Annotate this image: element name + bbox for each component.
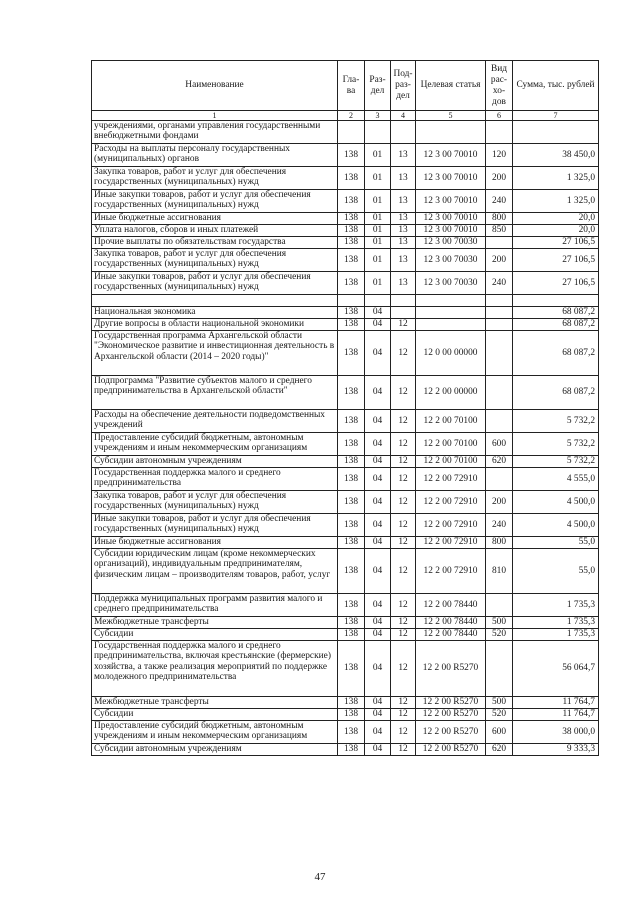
cell-sum: 20,0	[513, 213, 599, 225]
cell-sum: 4 500,0	[513, 491, 599, 514]
cell-target: 12 2 00 R5270	[416, 744, 486, 756]
cell-vid: 850	[486, 225, 513, 237]
cell-glava: 138	[338, 237, 365, 249]
cell-sum: 55,0	[513, 549, 599, 594]
cell-podrazdel: 12	[391, 514, 416, 537]
table-body	[92, 121, 599, 756]
cell-razdel: 04	[365, 307, 391, 319]
budget-table	[91, 60, 599, 756]
cell-target: 12 3 00 70010	[416, 213, 486, 225]
cell-sum	[513, 121, 599, 144]
table-row	[92, 167, 599, 190]
cell-sum: 9 333,3	[513, 744, 599, 756]
cell-razdel: 01	[365, 213, 391, 225]
cell-glava: 138	[338, 709, 365, 721]
cell-target: 12 3 00 70010	[416, 167, 486, 190]
cell-glava: 138	[338, 617, 365, 629]
header-row	[92, 61, 599, 111]
header-target: Целевая статья	[416, 61, 486, 111]
cell-name: Субсидии	[92, 629, 338, 641]
table-row	[92, 514, 599, 537]
cell-target: 12 2 00 78440	[416, 629, 486, 641]
cell-sum: 1 325,0	[513, 167, 599, 190]
cell-glava: 138	[338, 249, 365, 272]
cell-razdel: 01	[365, 249, 391, 272]
cell-podrazdel	[391, 121, 416, 144]
cell-podrazdel: 13	[391, 190, 416, 213]
cell-vid: 520	[486, 629, 513, 641]
cell-glava: 138	[338, 433, 365, 456]
cell-sum: 11 764,7	[513, 709, 599, 721]
cell-vid	[486, 468, 513, 491]
table-row	[92, 617, 599, 629]
table-row	[92, 744, 599, 756]
cell-razdel: 04	[365, 537, 391, 549]
cell-glava: 138	[338, 456, 365, 468]
cell-podrazdel: 12	[391, 709, 416, 721]
cell-target: 12 2 00 72910	[416, 491, 486, 514]
cell-vid	[486, 410, 513, 433]
cell-podrazdel: 12	[391, 549, 416, 594]
cell-name: Субсидии юридическим лицам (кроме некоммерческих организаций), индивидуальным предпринимателям, физическим лицам – производителям товаров, работ, услуг	[92, 549, 338, 594]
table-row	[92, 549, 599, 594]
cell-vid: 810	[486, 549, 513, 594]
table-row	[92, 594, 599, 617]
cell-target: 12 2 00 72910	[416, 537, 486, 549]
cell-razdel: 04	[365, 433, 391, 456]
cell-podrazdel: 12	[391, 537, 416, 549]
table-row	[92, 295, 599, 307]
cell-podrazdel: 13	[391, 249, 416, 272]
cell-podrazdel: 12	[391, 410, 416, 433]
cell-target: 12 2 00 R5270	[416, 641, 486, 697]
cell-target: 12 3 00 70010	[416, 144, 486, 167]
cell-glava: 138	[338, 514, 365, 537]
cell-name: Закупка товаров, работ и услуг для обеспечения государственных (муниципальных) нужд	[92, 167, 338, 190]
cell-podrazdel: 13	[391, 225, 416, 237]
cell-razdel: 04	[365, 514, 391, 537]
table-row	[92, 319, 599, 331]
cell-sum: 20,0	[513, 225, 599, 237]
table-row	[92, 331, 599, 376]
cell-vid: 600	[486, 433, 513, 456]
cell-glava: 138	[338, 376, 365, 410]
cell-target: 12 2 00 R5270	[416, 709, 486, 721]
cell-razdel	[365, 295, 391, 307]
cell-sum: 11 764,7	[513, 697, 599, 709]
cell-glava	[338, 295, 365, 307]
cell-glava: 138	[338, 697, 365, 709]
cell-glava: 138	[338, 225, 365, 237]
table-row	[92, 697, 599, 709]
cell-name: Расходы на выплаты персоналу государственных (муниципальных) органов	[92, 144, 338, 167]
cell-glava: 138	[338, 410, 365, 433]
cell-vid: 800	[486, 537, 513, 549]
cell-sum: 68 087,2	[513, 307, 599, 319]
cell-podrazdel: 13	[391, 213, 416, 225]
cell-sum: 27 106,5	[513, 249, 599, 272]
cell-sum: 1 735,3	[513, 629, 599, 641]
cell-podrazdel: 12	[391, 721, 416, 744]
cell-vid	[486, 331, 513, 376]
cell-sum: 68 087,2	[513, 376, 599, 410]
cell-sum: 55,0	[513, 537, 599, 549]
cell-vid: 240	[486, 514, 513, 537]
cell-target: 12 2 00 78440	[416, 617, 486, 629]
cell-glava: 138	[338, 629, 365, 641]
cell-razdel: 01	[365, 225, 391, 237]
column-number: 4	[391, 111, 416, 121]
cell-glava: 138	[338, 594, 365, 617]
cell-sum: 5 732,2	[513, 433, 599, 456]
cell-podrazdel: 12	[391, 744, 416, 756]
cell-target	[416, 121, 486, 144]
header-sum: Сумма, тыс. рублей	[513, 61, 599, 111]
cell-vid	[486, 641, 513, 697]
cell-vid: 620	[486, 456, 513, 468]
cell-vid: 500	[486, 617, 513, 629]
header-name: Наименование	[92, 61, 338, 111]
cell-razdel: 04	[365, 456, 391, 468]
table-row	[92, 410, 599, 433]
cell-sum: 1 325,0	[513, 190, 599, 213]
cell-razdel: 04	[365, 709, 391, 721]
cell-glava: 138	[338, 331, 365, 376]
cell-sum: 68 087,2	[513, 331, 599, 376]
cell-target: 12 2 00 72910	[416, 468, 486, 491]
cell-name: Иные бюджетные ассигнования	[92, 213, 338, 225]
cell-podrazdel: 13	[391, 167, 416, 190]
cell-podrazdel: 13	[391, 237, 416, 249]
table-row	[92, 144, 599, 167]
cell-target: 12 2 00 72910	[416, 514, 486, 537]
cell-sum: 5 732,2	[513, 456, 599, 468]
cell-target: 12 3 00 70030	[416, 249, 486, 272]
cell-name	[92, 295, 338, 307]
cell-sum: 68 087,2	[513, 319, 599, 331]
cell-name: Иные закупки товаров, работ и услуг для обеспечения государственных (муниципальных) нужд	[92, 190, 338, 213]
cell-razdel: 04	[365, 721, 391, 744]
cell-name: Уплата налогов, сборов и иных платежей	[92, 225, 338, 237]
cell-name: учреждениями, органами управления государственными внебюджетными фондами	[92, 121, 338, 144]
cell-glava: 138	[338, 319, 365, 331]
cell-glava: 138	[338, 549, 365, 594]
cell-vid	[486, 594, 513, 617]
cell-sum: 27 106,5	[513, 272, 599, 295]
cell-podrazdel: 12	[391, 433, 416, 456]
column-number: 7	[513, 111, 599, 121]
table-row	[92, 629, 599, 641]
cell-name: Закупка товаров, работ и услуг для обеспечения государственных (муниципальных) нужд	[92, 249, 338, 272]
cell-name: Иные бюджетные ассигнования	[92, 537, 338, 549]
cell-name: Расходы на обеспечение деятельности подведомственных учреждений	[92, 410, 338, 433]
cell-razdel: 04	[365, 629, 391, 641]
cell-podrazdel: 13	[391, 144, 416, 167]
cell-podrazdel: 12	[391, 468, 416, 491]
cell-razdel: 01	[365, 144, 391, 167]
cell-razdel: 04	[365, 549, 391, 594]
cell-target: 12 2 00 00000	[416, 376, 486, 410]
cell-vid	[486, 307, 513, 319]
cell-name: Предоставление субсидий бюджетным, автономным учреждениям и иным некоммерческим организациям	[92, 433, 338, 456]
cell-name: Прочие выплаты по обязательствам государства	[92, 237, 338, 249]
cell-razdel: 01	[365, 237, 391, 249]
cell-vid: 120	[486, 144, 513, 167]
header-razdel: Раз-дел	[365, 61, 391, 111]
cell-glava: 138	[338, 272, 365, 295]
cell-razdel: 04	[365, 641, 391, 697]
cell-name: Межбюджетные трансферты	[92, 617, 338, 629]
header-glava: Гла-ва	[338, 61, 365, 111]
cell-razdel: 01	[365, 167, 391, 190]
cell-sum: 38 450,0	[513, 144, 599, 167]
cell-podrazdel: 12	[391, 456, 416, 468]
cell-razdel: 04	[365, 331, 391, 376]
cell-vid	[486, 319, 513, 331]
column-numbers-row	[92, 111, 599, 121]
cell-name: Межбюджетные трансферты	[92, 697, 338, 709]
cell-podrazdel: 12	[391, 617, 416, 629]
cell-vid: 240	[486, 272, 513, 295]
cell-vid: 520	[486, 709, 513, 721]
table-row	[92, 721, 599, 744]
cell-podrazdel	[391, 307, 416, 319]
table-row	[92, 491, 599, 514]
table-row	[92, 307, 599, 319]
cell-name: Субсидии автономным учреждениям	[92, 744, 338, 756]
cell-name: Национальная экономика	[92, 307, 338, 319]
cell-vid: 500	[486, 697, 513, 709]
cell-podrazdel: 12	[391, 319, 416, 331]
table-row	[92, 537, 599, 549]
cell-sum: 4 500,0	[513, 514, 599, 537]
column-number: 6	[486, 111, 513, 121]
cell-glava	[338, 121, 365, 144]
cell-target: 12 0 00 00000	[416, 331, 486, 376]
cell-podrazdel	[391, 295, 416, 307]
cell-podrazdel: 13	[391, 272, 416, 295]
cell-target: 12 2 00 R5270	[416, 697, 486, 709]
cell-sum: 1 735,3	[513, 594, 599, 617]
cell-sum: 56 064,7	[513, 641, 599, 697]
cell-target: 12 2 00 78440	[416, 594, 486, 617]
cell-podrazdel: 12	[391, 641, 416, 697]
cell-podrazdel: 12	[391, 594, 416, 617]
cell-podrazdel: 12	[391, 491, 416, 514]
table-row	[92, 121, 599, 144]
cell-name: Закупка товаров, работ и услуг для обеспечения государственных (муниципальных) нужд	[92, 491, 338, 514]
cell-podrazdel: 12	[391, 376, 416, 410]
cell-glava: 138	[338, 744, 365, 756]
cell-glava: 138	[338, 307, 365, 319]
cell-vid: 240	[486, 190, 513, 213]
cell-podrazdel: 12	[391, 331, 416, 376]
cell-target	[416, 307, 486, 319]
cell-razdel: 04	[365, 319, 391, 331]
cell-vid: 620	[486, 744, 513, 756]
cell-sum: 27 106,5	[513, 237, 599, 249]
cell-name: Другие вопросы в области национальной экономики	[92, 319, 338, 331]
cell-vid: 600	[486, 721, 513, 744]
cell-razdel: 04	[365, 594, 391, 617]
column-number: 2	[338, 111, 365, 121]
cell-glava: 138	[338, 491, 365, 514]
cell-target: 12 2 00 R5270	[416, 721, 486, 744]
table-row	[92, 468, 599, 491]
cell-vid: 200	[486, 167, 513, 190]
cell-target: 12 3 00 70010	[416, 225, 486, 237]
cell-name: Поддержка муниципальных программ развития малого и среднего предпринимательства	[92, 594, 338, 617]
column-number: 1	[92, 111, 338, 121]
column-number: 3	[365, 111, 391, 121]
cell-vid: 800	[486, 213, 513, 225]
cell-name: Субсидии	[92, 709, 338, 721]
cell-name: Государственная поддержка малого и среднего предпринимательства, включая крестьянские (фермерские) хозяйства, а также реализация мероприятий по поддержке молодежного предпринимательства	[92, 641, 338, 697]
cell-target	[416, 319, 486, 331]
cell-vid	[486, 237, 513, 249]
cell-name: Иные закупки товаров, работ и услуг для обеспечения государственных (муниципальных) нужд	[92, 514, 338, 537]
cell-vid	[486, 376, 513, 410]
cell-razdel: 04	[365, 376, 391, 410]
cell-target	[416, 295, 486, 307]
cell-razdel: 04	[365, 744, 391, 756]
cell-sum	[513, 295, 599, 307]
cell-target: 12 3 00 70010	[416, 190, 486, 213]
cell-sum: 38 000,0	[513, 721, 599, 744]
cell-target: 12 2 00 70100	[416, 410, 486, 433]
cell-glava: 138	[338, 144, 365, 167]
cell-sum: 5 732,2	[513, 410, 599, 433]
cell-name: Субсидии автономным учреждениям	[92, 456, 338, 468]
cell-razdel: 04	[365, 468, 391, 491]
cell-razdel: 04	[365, 617, 391, 629]
cell-target: 12 2 00 70100	[416, 456, 486, 468]
table-row	[92, 376, 599, 410]
table-row	[92, 641, 599, 697]
cell-glava: 138	[338, 167, 365, 190]
table-row	[92, 456, 599, 468]
table-row	[92, 213, 599, 225]
table-row	[92, 272, 599, 295]
cell-razdel	[365, 121, 391, 144]
cell-name: Подпрограмма "Развитие субъектов малого и среднего предпринимательства в Архангельской области"	[92, 376, 338, 410]
cell-glava: 138	[338, 213, 365, 225]
cell-razdel: 04	[365, 491, 391, 514]
table-row	[92, 225, 599, 237]
cell-glava: 138	[338, 721, 365, 744]
column-number: 5	[416, 111, 486, 121]
page-number: 47	[314, 871, 326, 883]
cell-razdel: 01	[365, 272, 391, 295]
cell-name: Предоставление субсидий бюджетным, автономным учреждениям и иным некоммерческим организациям	[92, 721, 338, 744]
table-row	[92, 237, 599, 249]
header-vid: Вид рас-хо-дов	[486, 61, 513, 111]
cell-target: 12 2 00 70100	[416, 433, 486, 456]
table-row	[92, 249, 599, 272]
cell-glava: 138	[338, 190, 365, 213]
table-row	[92, 709, 599, 721]
cell-vid: 200	[486, 249, 513, 272]
cell-razdel: 01	[365, 190, 391, 213]
cell-vid	[486, 295, 513, 307]
cell-target: 12 2 00 72910	[416, 549, 486, 594]
header-podrazdel: Под-раз-дел	[391, 61, 416, 111]
cell-target: 12 3 00 70030	[416, 237, 486, 249]
cell-glava: 138	[338, 537, 365, 549]
cell-razdel: 04	[365, 410, 391, 433]
cell-name: Иные закупки товаров, работ и услуг для обеспечения государственных (муниципальных) нужд	[92, 272, 338, 295]
table-row	[92, 433, 599, 456]
cell-podrazdel: 12	[391, 697, 416, 709]
table-row	[92, 190, 599, 213]
cell-name: Государственная поддержка малого и среднего предпринимательства	[92, 468, 338, 491]
cell-sum: 1 735,3	[513, 617, 599, 629]
cell-glava: 138	[338, 468, 365, 491]
cell-name: Государственная программа Архангельской области "Экономическое развитие и инвестиционная деятельность в Архангельской области (2014 – 2020 годы)"	[92, 331, 338, 376]
cell-vid	[486, 121, 513, 144]
cell-sum: 4 555,0	[513, 468, 599, 491]
cell-glava: 138	[338, 641, 365, 697]
cell-target: 12 3 00 70030	[416, 272, 486, 295]
cell-podrazdel: 12	[391, 629, 416, 641]
cell-vid: 200	[486, 491, 513, 514]
cell-razdel: 04	[365, 697, 391, 709]
